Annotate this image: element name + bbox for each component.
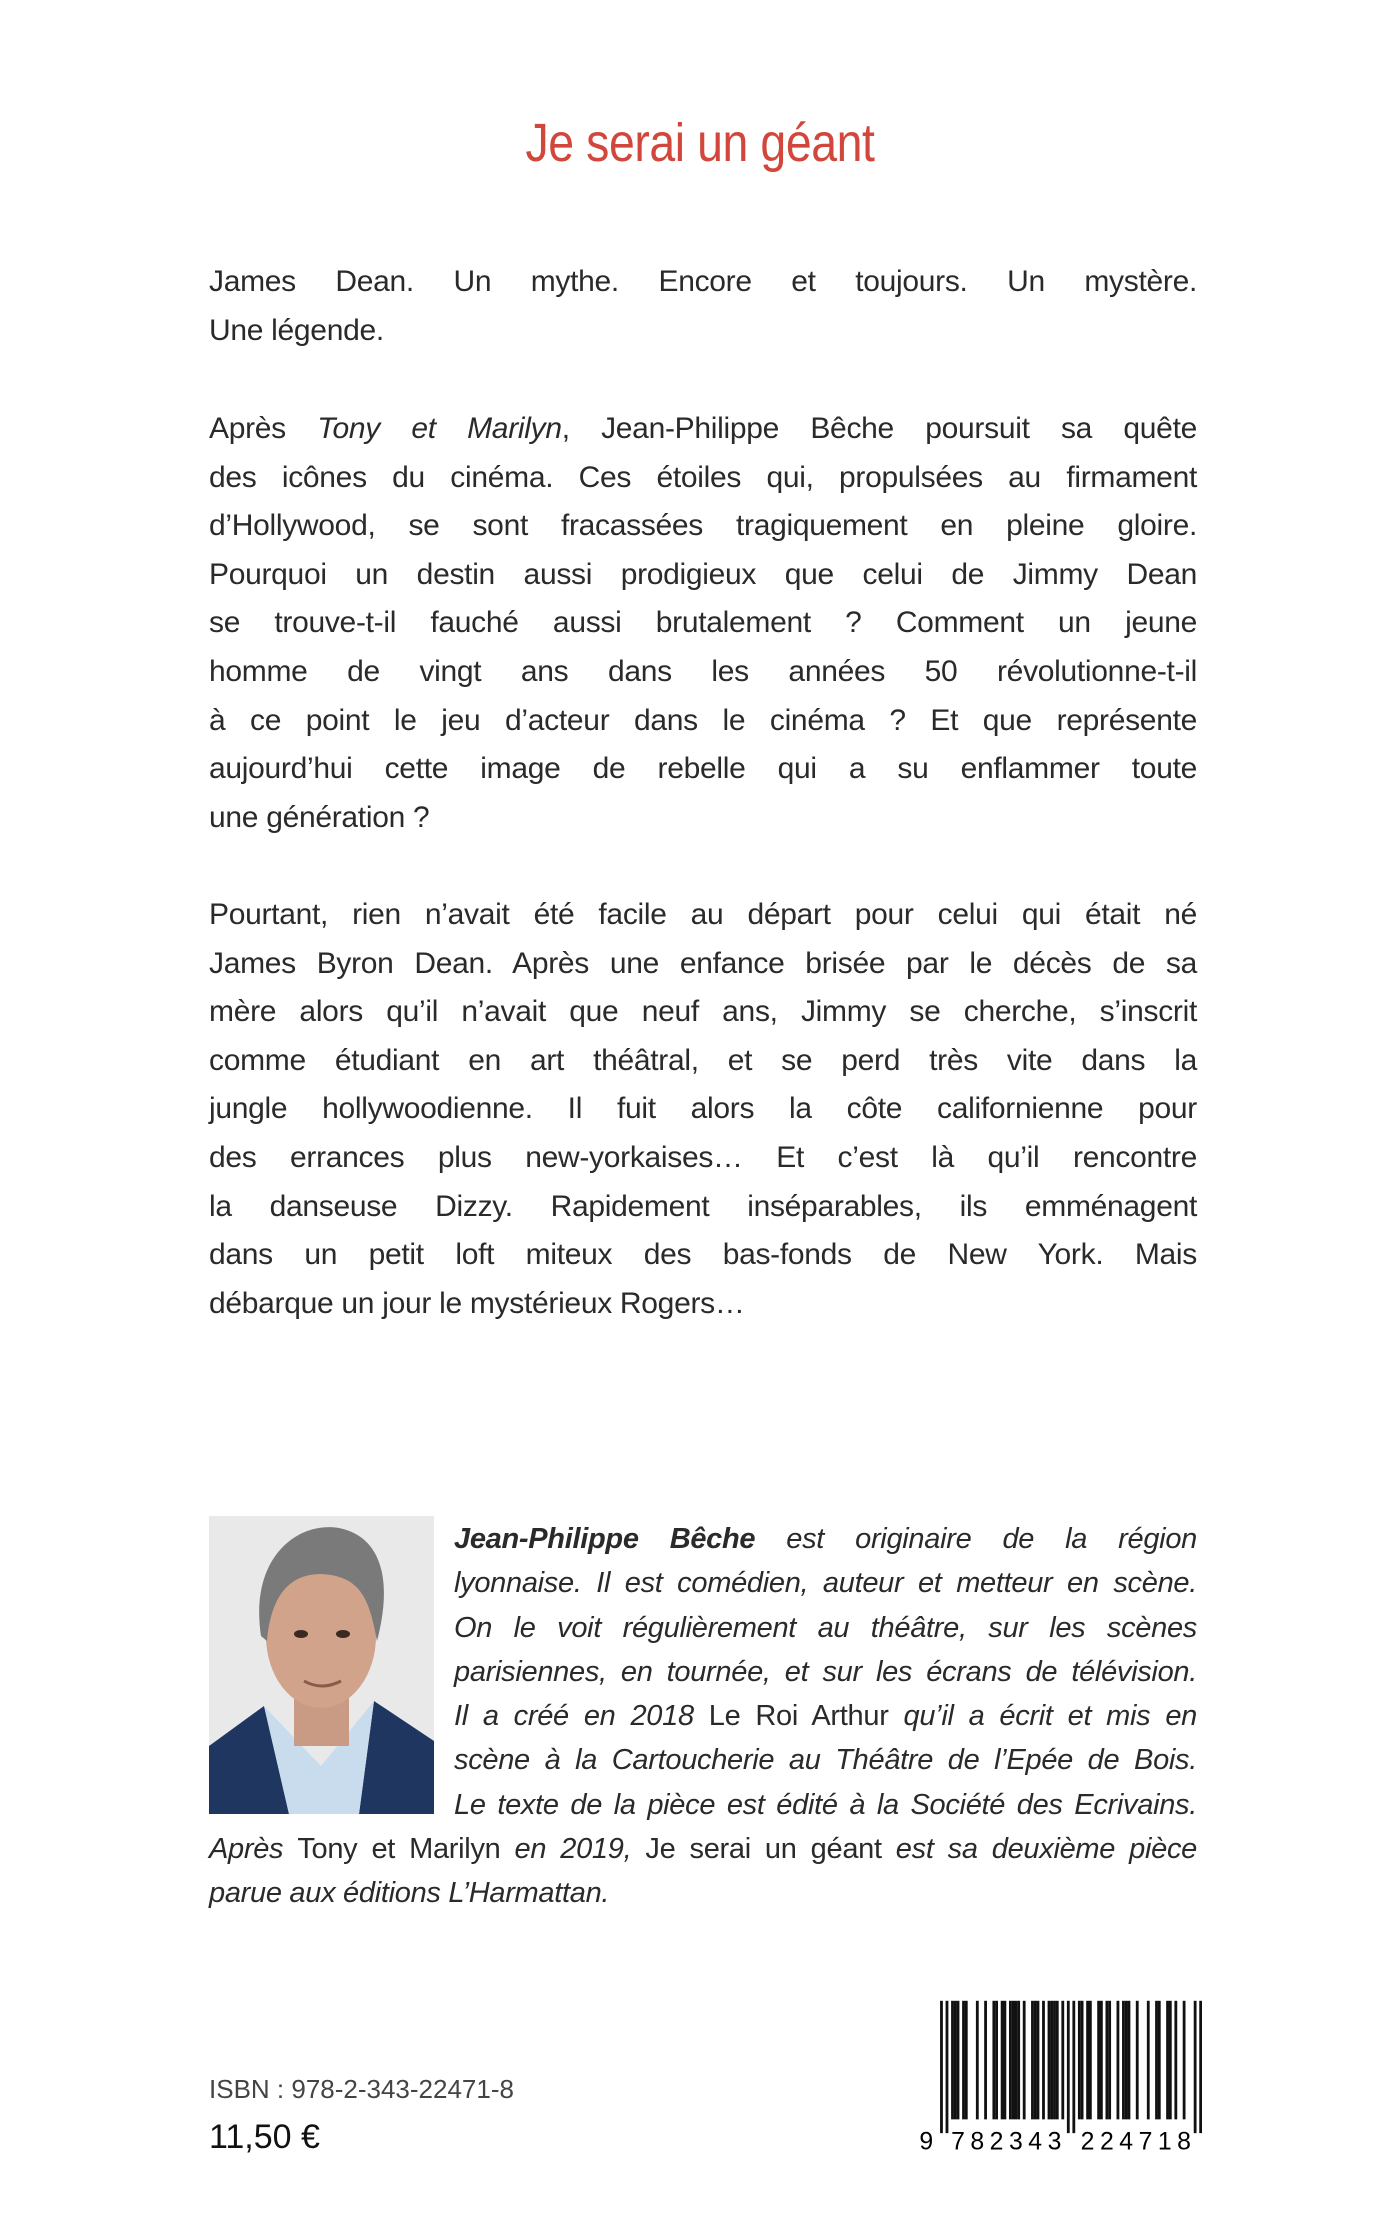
text-segment: Pourquoi un destin aussi prodigieux que celui de Jimmy Dean [209,557,1197,591]
barcode-bar [1056,2001,1059,2120]
barcode-digit: 2 [1099,2128,1114,2156]
barcode-bar [1072,2001,1075,2133]
barcode-bar [1097,2001,1100,2120]
barcode-bar [1042,2001,1045,2120]
barcode-digit: 1 [1157,2128,1172,2156]
text-line [209,258,1197,307]
barcode [918,1998,1202,2158]
text-line [454,1738,1197,1782]
barcode-bar [1012,2001,1015,2120]
barcode-bar [1061,2001,1064,2120]
text-line [209,1280,1197,1329]
barcode-bar [1166,2001,1169,2120]
text-segment: à ce point le jeu d’acteur dans le cinéma ? Et que représente [209,703,1197,737]
text-segment: des icônes du cinéma. Ces étoiles qui, propulsées au firmament [209,460,1197,494]
paragraph [209,891,1197,1328]
text-line [209,940,1197,989]
barcode-bar [1001,2001,1004,2120]
text-segment: Tony et Marilyn [317,412,562,445]
text-line [209,1231,1197,1280]
barcode-bar [1128,2001,1131,2120]
text-line [209,1827,1197,1871]
text-line [209,599,1197,648]
text-line [209,1134,1197,1183]
barcode-digit: 3 [1047,2128,1062,2156]
barcode-bar [992,2001,995,2120]
text-line [209,1871,1197,1915]
text-segment: comme étudiant en art théâtral, et se perd très vite dans la [209,1043,1197,1077]
barcode-bar [1067,2001,1070,2133]
text-line [209,891,1197,940]
text-segment: qu’il a écrit et mis en [888,1700,1198,1733]
text-segment: des errances plus new-yorkaises… Et c’est là qu’il rencontre [209,1140,1197,1174]
barcode-bar [1136,2001,1139,2120]
barcode-bar [940,2001,943,2133]
barcode-bar [1015,2001,1018,2120]
barcode-bar [995,2001,998,2120]
text-segment: Le texte de la pièce est édité à la Société des Ecrivains. [454,1788,1197,1821]
barcode-bar [1081,2001,1084,2120]
text-segment: Je serai un géant [645,1833,882,1866]
text-line [209,502,1197,551]
barcode-bar [1037,2001,1040,2120]
text-segment: James Dean. Un mythe. Encore et toujours. Un mystère. [209,265,1197,298]
barcode-bar [1105,2001,1108,2120]
barcode-digit: 2 [1080,2128,1095,2156]
book-title: Je serai un géant [525,113,875,173]
text-line [209,648,1197,697]
text-segment: dans un petit loft miteux des bas-fonds de New York. Mais [209,1238,1197,1272]
barcode-bar [954,2001,957,2120]
barcode-digit: 7 [951,2128,965,2156]
text-segment: Jean-Philippe Bêche [454,1523,756,1555]
barcode-bar [976,2001,979,2120]
text-segment: lyonnaise. Il est comédien, auteur et metteur en scène. [454,1567,1197,1600]
text-line [209,988,1197,1037]
text-segment: débarque un jour le mystérieux Rogers… [209,1286,745,1320]
barcode-bar [1125,2001,1128,2120]
barcode-bar [984,2001,987,2120]
barcode-bar [946,2001,949,2133]
barcode-bar [1048,2001,1051,2120]
text-segment: mère alors qu’il n’avait que neuf ans, Jimmy se cherche, s’inscrit [209,995,1197,1029]
barcode-bar [1003,2001,1006,2120]
author-bio [209,1517,1197,1916]
text-line [454,1606,1197,1650]
barcode-digit: 4 [1028,2128,1043,2156]
text-segment: Après [209,412,318,445]
text-segment: Le Roi Arthur [708,1700,889,1733]
barcode-digit: 8 [1177,2128,1191,2156]
text-segment: parue aux éditions L’Harmattan. [209,1877,610,1910]
text-line [454,1517,1197,1561]
isbn: ISBN : 978-2-343-22471-8 [209,2074,514,2104]
text-segment: est sa deuxième pièce [881,1833,1197,1866]
text-segment: une génération ? [209,800,430,834]
text-line [209,405,1197,454]
barcode-bar [1183,2001,1186,2120]
text-segment: On le voit régulièrement au théâtre, sur les scènes [454,1611,1197,1644]
barcode-bar [1031,2001,1034,2120]
barcode-digit: 4 [1119,2128,1134,2156]
barcode-digit: 2 [989,2128,1004,2156]
text-line [209,697,1197,746]
barcode-digit: 9 [919,2128,934,2156]
paragraph [209,258,1197,355]
text-line [454,1650,1197,1694]
barcode-bar [1169,2001,1172,2120]
text-segment: se trouve-t-il fauché aussi brutalement ? Comment un jeune [209,606,1197,640]
barcode-bar [951,2001,954,2120]
text-line [209,551,1197,600]
text-line [209,454,1197,503]
text-line [454,1783,1197,1827]
text-segment: la danseuse Dizzy. Rapidement inséparables, ils emménagent [209,1189,1197,1223]
text-line [209,1085,1197,1134]
text-line [209,745,1197,794]
barcode-digit: 7 [1138,2128,1153,2156]
text-segment: jungle hollywoodienne. Il fuit alors la côte californienne pour [209,1092,1197,1126]
barcode-digit: 3 [1008,2128,1023,2156]
text-segment: James Byron Dean. Après une enfance brisée par le décès de sa [209,946,1197,980]
barcode-bar [1078,2001,1081,2120]
barcode-bar [1053,2001,1056,2120]
barcode-bar [1158,2001,1161,2120]
text-segment: Il a créé en 2018 [454,1700,709,1733]
text-segment: homme de vingt ans dans les années 50 révolutionne-t-il [209,654,1197,688]
barcode-bar [1199,2001,1202,2133]
text-segment: Après [209,1833,298,1866]
barcode-bar [1017,2001,1020,2120]
barcode-bar [1086,2001,1089,2120]
barcode-bar [1108,2001,1111,2120]
barcode-bar [965,2001,968,2120]
text-line [209,307,1197,356]
barcode-bar [1147,2001,1150,2120]
text-segment: est originaire de la région [755,1523,1197,1555]
paragraph [209,405,1197,842]
text-line [454,1694,1197,1738]
text-line [209,794,1197,843]
barcode-bar [1194,2001,1197,2133]
text-line [209,1037,1197,1086]
text-segment: Pourtant, rien n’avait été facile au départ pour celui qui était né [209,898,1197,931]
text-segment: , Jean-Philippe Bêche poursuit sa quête [561,412,1197,445]
barcode-digit: 8 [970,2128,985,2156]
barcode-bar [1174,2001,1177,2120]
barcode-bar [1122,2001,1125,2120]
text-segment: Tony et Marilyn [297,1833,501,1866]
barcode-bar [1034,2001,1037,2120]
barcode-bar [1100,2001,1103,2120]
barcode-bar [1089,2001,1092,2120]
text-segment: d’Hollywood, se sont fracassées tragiquement en pleine gloire. [209,509,1197,543]
barcode-bar [1050,2001,1053,2120]
text-line [454,1561,1197,1605]
barcode-bar [962,2001,965,2120]
text-segment: scène à la Cartoucherie au Théâtre de l’Epée de Bois. [454,1744,1197,1777]
price: 11,50 € [209,2118,320,2156]
barcode-bar [957,2001,960,2120]
text-segment: parisiennes, en tournée, et sur les écrans de télévision. [454,1655,1197,1688]
barcode-bar [1155,2001,1158,2120]
text-line [209,1183,1197,1232]
text-segment: aujourd’hui cette image de rebelle qui a su enflammer toute [209,752,1197,786]
text-segment: en 2019, [500,1833,646,1866]
barcode-bar [1023,2001,1026,2120]
barcode-bar [1117,2001,1120,2120]
barcode-bar [1009,2001,1012,2120]
text-segment: Une légende. [209,313,384,347]
